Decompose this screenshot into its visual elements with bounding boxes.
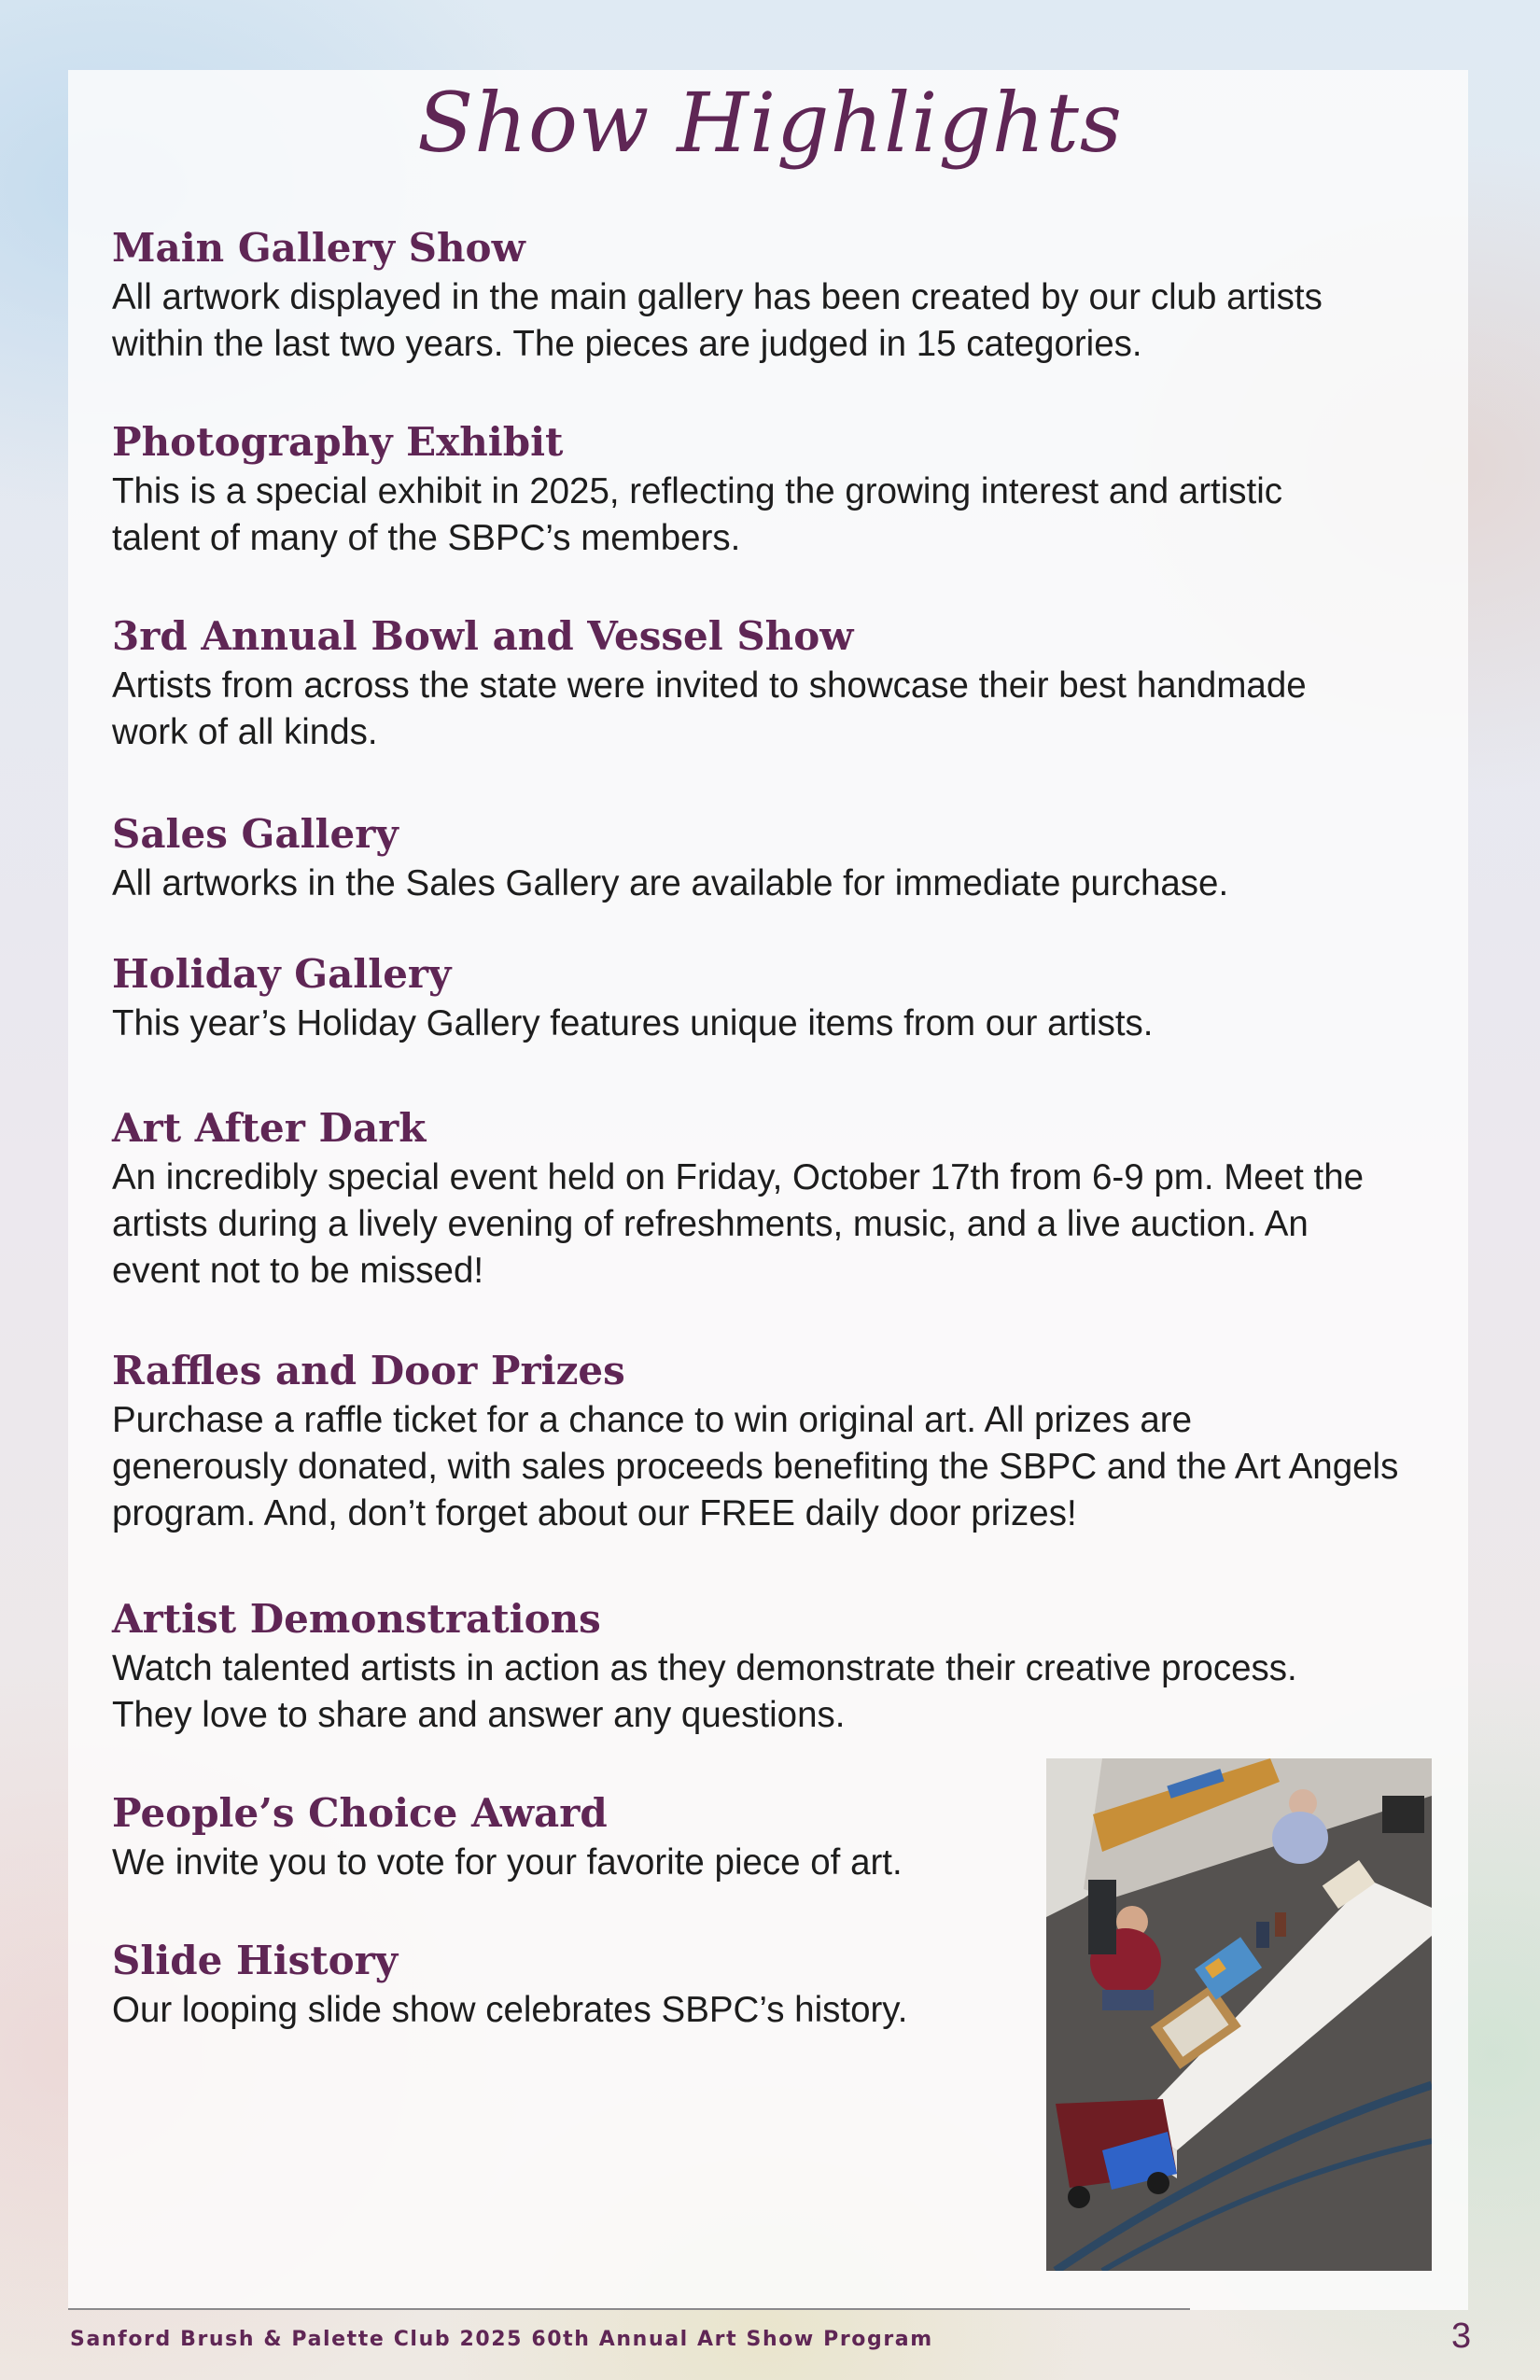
section-body-line: An incredibly special event held on Friday, October 17th from 6-9 pm. Meet the — [112, 1157, 1365, 1197]
section-body-line: event not to be missed! — [112, 1251, 484, 1291]
section-holiday-gallery — [112, 948, 1400, 1047]
page-number: 3 — [1451, 2317, 1472, 2356]
section-heading: Artist Demonstrations — [112, 1596, 601, 1642]
section-body-line: All artworks in the Sales Gallery are available for immediate purchase. — [112, 863, 1229, 903]
artist-demonstration-photo — [1046, 1758, 1432, 2271]
section-heading: Holiday Gallery — [112, 951, 452, 997]
section-bowl-vessel — [112, 610, 1400, 756]
section-heading: People’s Choice Award — [112, 1790, 608, 1836]
page-title: Show Highlights — [417, 75, 1123, 171]
section-body-line: They love to share and answer any questions. — [112, 1695, 846, 1735]
section-heading: 3rd Annual Bowl and Vessel Show — [112, 613, 854, 659]
section-body-line: within the last two years. The pieces are judged in 15 categories. — [112, 324, 1142, 364]
section-body-line: program. And, don’t forget about our FREE daily door prizes! — [112, 1493, 1077, 1533]
section-body-line: artists during a lively evening of refreshments, music, and a live auction. An — [112, 1204, 1309, 1244]
section-artist-demonstrations — [112, 1593, 1400, 1739]
section-sales-gallery — [112, 808, 1400, 907]
section-heading: Photography Exhibit — [112, 419, 564, 465]
section-body-line: work of all kinds. — [112, 712, 378, 752]
photo-illustration — [1046, 1758, 1432, 2271]
section-art-after-dark — [112, 1102, 1400, 1295]
section-body-line: talent of many of the SBPC’s members. — [112, 518, 741, 558]
section-body-line: generously donated, with sales proceeds benefiting the SBPC and the Art Angels — [112, 1447, 1399, 1487]
section-heading: Sales Gallery — [112, 811, 399, 857]
section-body-line: This is a special exhibit in 2025, reflecting the growing interest and artistic — [112, 471, 1283, 511]
section-body-line: Artists from across the state were invited to showcase their best handmade — [112, 665, 1307, 706]
section-heading: Slide History — [112, 1938, 399, 1983]
section-heading: Art After Dark — [112, 1105, 427, 1151]
section-body-line: This year’s Holiday Gallery features unique items from our artists. — [112, 1003, 1154, 1043]
section-body-line: Watch talented artists in action as they demonstrate their creative process. — [112, 1648, 1297, 1688]
section-main-gallery — [112, 222, 1400, 368]
section-body-line: Our looping slide show celebrates SBPC’s history. — [112, 1990, 908, 2030]
section-body-line: We invite you to vote for your favorite piece of art. — [112, 1842, 903, 1883]
section-heading: Main Gallery Show — [112, 225, 525, 271]
footer-program-name: Sanford Brush & Palette Club 2025 60th Annual Art Show Program — [70, 2328, 933, 2351]
section-photography — [112, 416, 1400, 562]
section-raffles — [112, 1345, 1400, 1537]
section-body-line: Purchase a raffle ticket for a chance to win original art. All prizes are — [112, 1400, 1192, 1440]
section-heading: Raffles and Door Prizes — [112, 1348, 625, 1393]
footer-rule — [68, 2308, 1190, 2310]
section-body-line: All artwork displayed in the main gallery has been created by our club artists — [112, 277, 1323, 317]
